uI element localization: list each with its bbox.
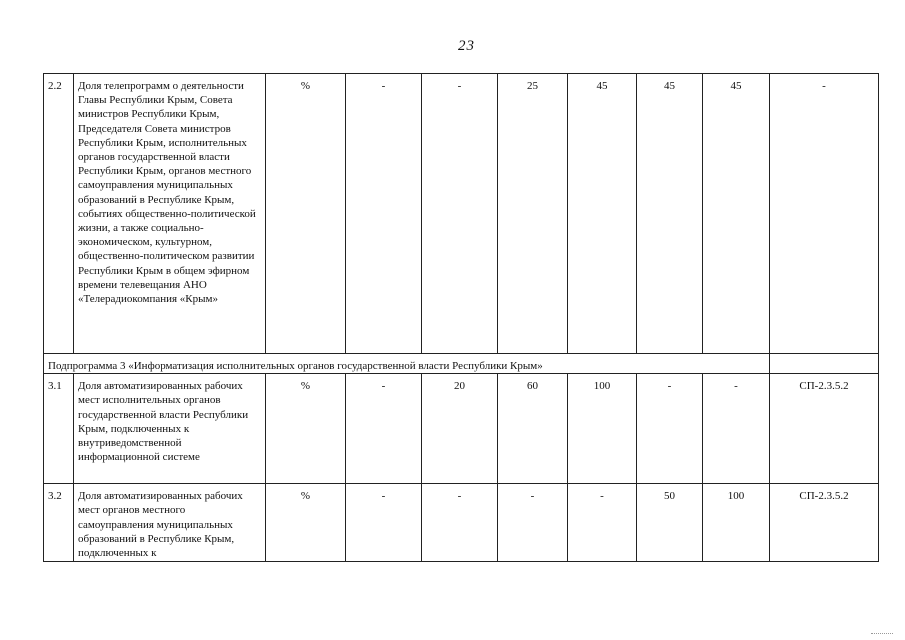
subprogram-row [44, 354, 879, 374]
indicator-name: Доля автоматизированных рабочих мест органов местного самоуправления муниципальных образований в Республике Крым, подключенных к [74, 484, 266, 562]
value-cell: 100 [568, 374, 637, 484]
row-number: 3.1 [44, 374, 74, 484]
value-cell: - [498, 484, 568, 562]
value-cell: - [568, 484, 637, 562]
code-cell: СП-2.3.5.2 [770, 484, 879, 562]
value-cell: 45 [637, 74, 703, 354]
value-cell: 45 [703, 74, 770, 354]
unit-cell: % [266, 74, 346, 354]
scan-artifact [871, 633, 893, 636]
value-cell: - [637, 374, 703, 484]
unit-cell: % [266, 484, 346, 562]
indicator-name: Доля телепрограмм о деятельности Главы Республики Крым, Совета министров Республики Крым, Председателя Совета министров Республики Крым, исполнительных органов государственной власти Республики Крым, органов местного самоуправления муниципальных образований в Республике Крым, событиях общественно-политической жизни, а также социально-экономическом, культурном, общественно-политическом развитии Республики Крым в общем эфирном времени телевещания АНО «Телерадиокомпания «Крым» [74, 74, 266, 354]
value-cell: 50 [637, 484, 703, 562]
table-row [44, 484, 879, 562]
table-row [44, 374, 879, 484]
empty-cell [770, 354, 879, 374]
value-cell: - [346, 374, 422, 484]
unit-cell: % [266, 374, 346, 484]
value-cell: - [422, 484, 498, 562]
value-cell: 100 [703, 484, 770, 562]
value-cell: 25 [498, 74, 568, 354]
value-cell: - [703, 374, 770, 484]
indicators-table [43, 73, 879, 562]
code-cell: - [770, 74, 879, 354]
value-cell: - [346, 484, 422, 562]
value-cell: 60 [498, 374, 568, 484]
indicator-name: Доля автоматизированных рабочих мест исполнительных органов государственной власти Республики Крым, подключенных к внутриведомственной информационной системе [74, 374, 266, 484]
value-cell: 45 [568, 74, 637, 354]
value-cell: - [346, 74, 422, 354]
value-cell: - [422, 74, 498, 354]
page-number: 23 [458, 38, 475, 54]
value-cell: 20 [422, 374, 498, 484]
row-number: 3.2 [44, 484, 74, 562]
subprogram-title: Подпрограмма 3 «Информатизация исполнительных органов государственной власти Республики Крым» [44, 354, 770, 374]
code-cell: СП-2.3.5.2 [770, 374, 879, 484]
table-row [44, 74, 879, 354]
row-number: 2.2 [44, 74, 74, 354]
